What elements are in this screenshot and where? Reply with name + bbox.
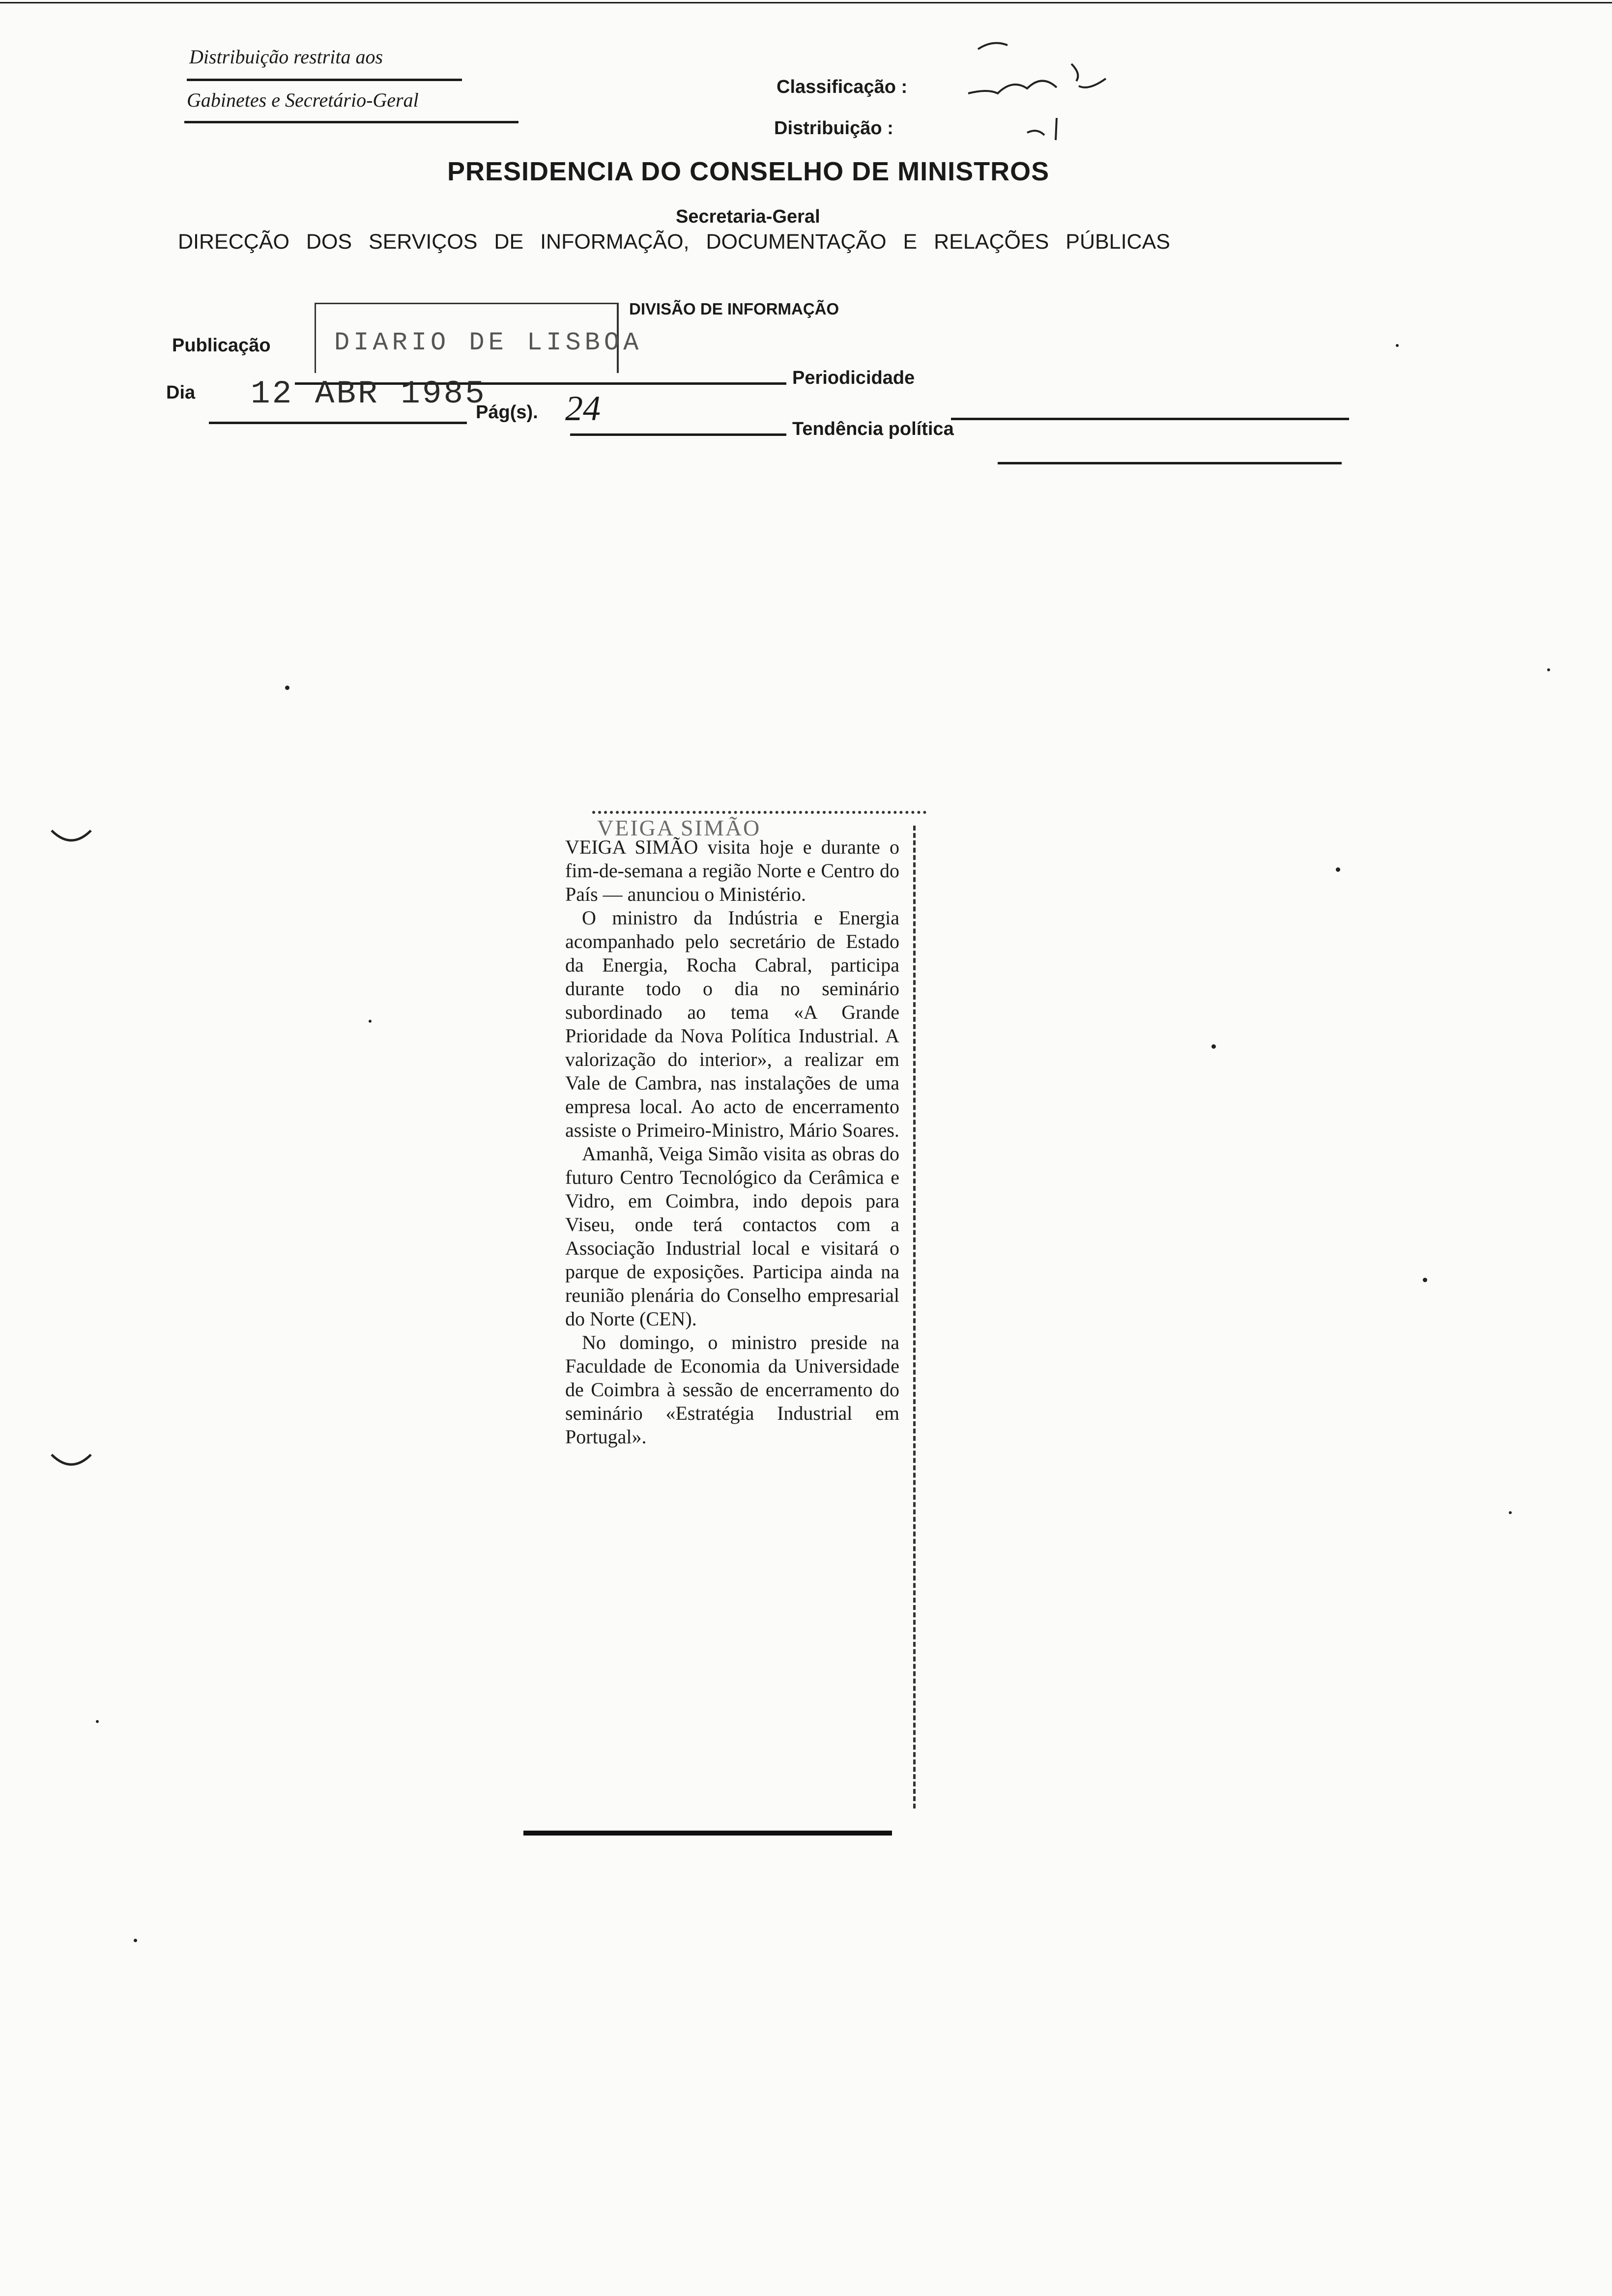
clipping-paragraph: VEIGA SIMÃO visita hoje e durante o fim-de-semana a região Norte e Centro do País — anunciou o Ministério. bbox=[565, 836, 899, 905]
clipping-right-edge bbox=[913, 826, 916, 1808]
handwritten-scribble bbox=[958, 34, 1121, 147]
secretariat-name: Secretaria-Geral bbox=[676, 206, 820, 227]
day-underline bbox=[209, 422, 467, 424]
political-tendency-label: Tendência política bbox=[792, 419, 954, 439]
scan-speck bbox=[1336, 867, 1340, 872]
org-title: PRESIDENCIA DO CONSELHO DE MINISTROS bbox=[447, 157, 1050, 186]
publication-stamp-value: DIARIO DE LISBOA bbox=[334, 328, 643, 357]
clipping-headline: VEIGA SIMÃO bbox=[597, 815, 761, 840]
clipping-paragraph: No domingo, o ministro preside na Faculdade de Economia da Universidade de Coimbra à sessão de encerramento do seminário «Estratégia Industrial em Portugal». bbox=[565, 1331, 899, 1448]
pages-value: 24 bbox=[565, 389, 601, 428]
restricted-underline-2 bbox=[184, 121, 518, 123]
clipping-torn-edge bbox=[592, 811, 926, 821]
day-label: Dia bbox=[166, 382, 196, 403]
restricted-underline-1 bbox=[187, 79, 462, 81]
scan-speck bbox=[1423, 1278, 1427, 1282]
classification-label: Classificação : bbox=[777, 77, 908, 97]
day-stamp-value: 12 ABR 1985 bbox=[251, 375, 487, 412]
scan-speck bbox=[1547, 668, 1550, 671]
restricted-distribution-line2: Gabinetes e Secretário-Geral bbox=[187, 89, 419, 111]
scan-speck bbox=[1396, 344, 1399, 347]
publication-label: Publicação bbox=[172, 335, 271, 356]
periodicity-label: Periodicidade bbox=[792, 368, 915, 388]
scan-speck bbox=[369, 1020, 372, 1023]
binding-mark-icon bbox=[49, 1450, 93, 1474]
clipping-body bbox=[565, 835, 899, 1449]
restricted-distribution-line1: Distribuição restrita aos bbox=[189, 46, 383, 68]
scan-speck bbox=[134, 1939, 137, 1942]
pages-underline bbox=[570, 433, 786, 436]
scan-speck bbox=[1509, 1511, 1512, 1514]
clipping-paragraph: O ministro da Indústria e Energia acompanhado pelo secretário de Estado da Energia, Rocha Cabral, participa durante todo o dia no seminário subordinado ao tema «A Grande Prioridade da Nova Política Industrial. A valorização do interior», a realizar em Vale de Cambra, nas instalações de uma empresa local. Ao acto de encerramento assiste o Primeiro-Ministro, Mário Soares. bbox=[565, 907, 899, 1141]
scan-speck bbox=[285, 686, 289, 690]
scan-speck bbox=[1211, 1044, 1216, 1049]
clipping-paragraph: Amanhã, Veiga Simão visita as obras do futuro Centro Tecnológico da Cerâmica e Vidro, em Coimbra, indo depois para Viseu, onde terá contactos com a Associação Industrial local e visitará o parque de exposições. Participa ainda na reunião plenária do Conselho empresarial do Norte (CEN). bbox=[565, 1143, 899, 1330]
direction-name: DIRECÇÃO DOS SERVIÇOS DE INFORMAÇÃO, DOCUMENTAÇÃO E RELAÇÕES PÚBLICAS bbox=[178, 230, 1170, 254]
clipping-bottom-rule bbox=[523, 1831, 892, 1836]
pages-label: Pág(s). bbox=[476, 402, 538, 423]
distribution-label: Distribuição : bbox=[774, 118, 893, 139]
division-name: DIVISÃO DE INFORMAÇÃO bbox=[629, 300, 839, 318]
scan-speck bbox=[96, 1720, 99, 1723]
periodicity-underline bbox=[951, 418, 1349, 420]
top-edge-line bbox=[0, 2, 1612, 3]
political-tendency-underline bbox=[998, 462, 1342, 464]
binding-mark-icon bbox=[49, 826, 93, 850]
